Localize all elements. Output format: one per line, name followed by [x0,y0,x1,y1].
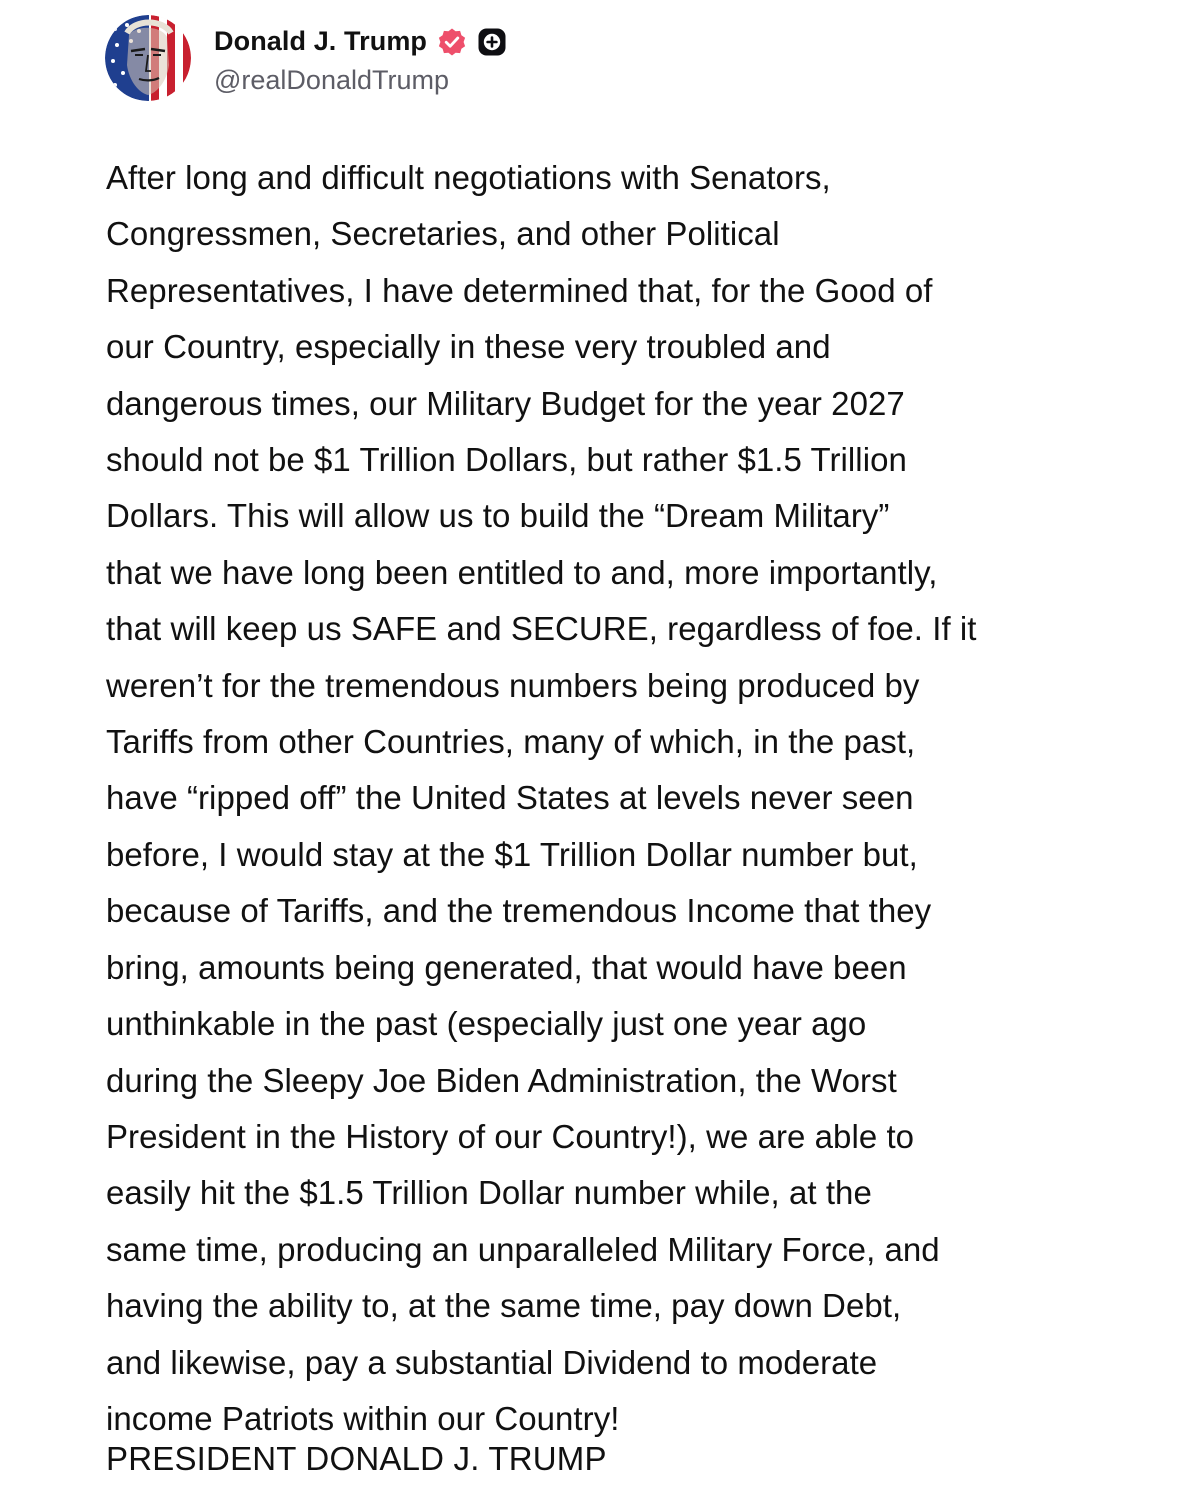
post-signature: PRESIDENT DONALD J. TRUMP [106,1440,607,1477]
post-body-text: After long and difficult negotiations with Senators, Congressmen, Secretaries, and other Political Representatives, I have determined that, for the Good of our Country, especially in these very troubled and dangerous times, our Military Budget for the year 2027 should not be $1 Trillion Dollars, but rather $1.5 Trillion Dollars. This will allow us to build the “Dream Military” that we have long been entitled to and, more importantly, that will keep us SAFE and SECURE, regardless of foe. If it weren’t for the tremendous numbers being produced by Tariffs from other Countries, many of which, in the past, have “ripped off” the United States at levels never seen before, I would stay at the $1 Trillion Dollar number but, because of Tariffs, and the tremendous Income that they bring, amounts being generated, that would have been unthinkable in the past (especially just one year ago during the Sleepy Joe Biden Administration, the Worst President in the History of our Country!), we are able to easily hit the $1.5 Trillion Dollar number while, at the same time, producing an unparalleled Military Force, and having the ability to, at the same time, pay down Debt, and likewise, pay a substantial Dividend to moderate income Patriots within our Country! [106,159,977,1437]
author-display-name[interactable]: Donald J. Trump [214,26,428,56]
author-handle[interactable]: @realDonaldTrump [214,64,449,95]
avatar[interactable] [105,15,191,101]
author-name-row [214,21,507,63]
author-identity [214,15,507,101]
plus-badge-icon [477,27,507,57]
verified-badge-icon [437,27,467,57]
post-header [105,14,507,102]
